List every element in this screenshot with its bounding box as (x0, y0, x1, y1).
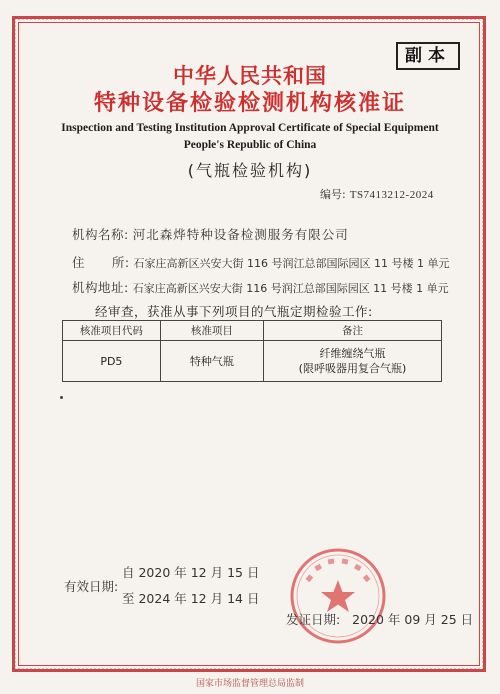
certificate-number (320, 186, 434, 202)
certificate-number-label: 编号: (320, 188, 346, 201)
issue-date: 发证日期: 2020 年 09 月 25 日 (286, 612, 474, 627)
header-item: 核准项目 (160, 321, 263, 341)
item-note-line1: 纤维缠绕气瓶 (319, 347, 386, 360)
institution-name: 河北森烨特种设备检测服务有限公司 (132, 227, 349, 242)
institution-site-row (72, 278, 449, 296)
validity-from: 自 2020 年 12 月 15 日 (122, 565, 260, 580)
table-row (63, 341, 442, 382)
item-code: PD5 (63, 341, 161, 382)
item-name: 特种气瓶 (160, 341, 263, 382)
institution-address: 石家庄高新区兴安大街 116 号润江总部国际园区 11 号楼 1 单元 (133, 257, 450, 270)
title-certificate: 特种设备检验检测机构核准证 (93, 91, 406, 116)
institution-name-label: 机构名称: (72, 227, 129, 242)
table-header-row (63, 321, 442, 341)
institution-address-row (72, 253, 450, 271)
ink-dot (60, 396, 63, 399)
header-code: 核准项目代码 (63, 321, 161, 341)
approval-statement: 经审查，获准从事下列项目的气瓶定期检验工作: (95, 304, 373, 319)
item-note (263, 341, 441, 382)
institution-name-row (72, 225, 349, 243)
validity-label: 有效日期: (64, 579, 119, 594)
title-english: Inspection and Testing Institution Approval Certificate of Special Equipment (61, 122, 439, 134)
official-seal-icon (288, 546, 388, 646)
institution-site: 石家庄高新区兴安大街 116 号润江总部国际园区 11 号楼 1 单元 (132, 282, 449, 295)
item-note-line2: (限呼吸器用复合气瓶) (298, 362, 407, 375)
footer-issuer: 国家市场监督管理总局监制 (195, 679, 304, 689)
certificate-subtitle: (气瓶检验机构) (187, 161, 313, 180)
institution-site-label: 机构地址: (72, 280, 129, 295)
title-english-country: People's Republic of China (183, 139, 317, 151)
copy-badge: 副本 (396, 42, 460, 70)
header-note: 备注 (263, 321, 441, 341)
validity-to: 至 2024 年 12 月 14 日 (122, 591, 260, 606)
certificate-number-value: TS7413212-2024 (349, 189, 434, 201)
title-country: 中华人民共和国 (173, 64, 327, 88)
approved-items-table (62, 320, 442, 382)
institution-address-label: 住 所: (72, 255, 130, 270)
